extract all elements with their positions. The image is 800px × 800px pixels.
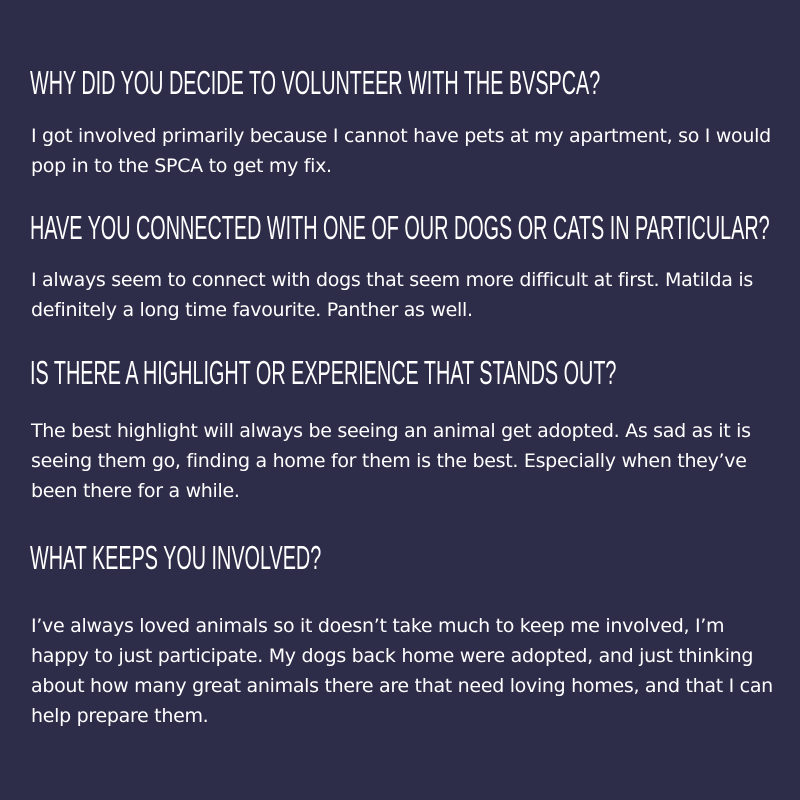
question-heading-3: IS THERE A HIGHLIGHT OR EXPERIENCE THAT STANDS OUT? [30, 354, 617, 391]
question-heading-4: WHAT KEEPS YOU INVOLVED? [30, 539, 322, 576]
answer-paragraph-3: The best highlight will always be seeing an animal get adopted. As sad as it is seeing them go, finding a home for them is the best. Especially when they’ve been there for a while. [31, 420, 751, 502]
question-heading-1: WHY DID YOU DECIDE TO VOLUNTEER WITH THE BVSPCA? [30, 64, 601, 101]
answer-paragraph-4: I’ve always loved animals so it doesn’t take much to keep me involved, I’m happy to just participate. My dogs back home were adopted, and just thinking about how many great animals there are that need loving homes, and that I can help prepare them. [31, 615, 773, 727]
question-heading-2: HAVE YOU CONNECTED WITH ONE OF OUR DOGS OR CATS IN PARTICULAR? [30, 209, 770, 246]
answer-paragraph-2: I always seem to connect with dogs that seem more difficult at first. Matilda is definitely a long time favourite. Panther as well. [31, 269, 753, 321]
answer-paragraph-1: I got involved primarily because I cannot have pets at my apartment, so I would pop in to the SPCA to get my fix. [31, 125, 771, 177]
